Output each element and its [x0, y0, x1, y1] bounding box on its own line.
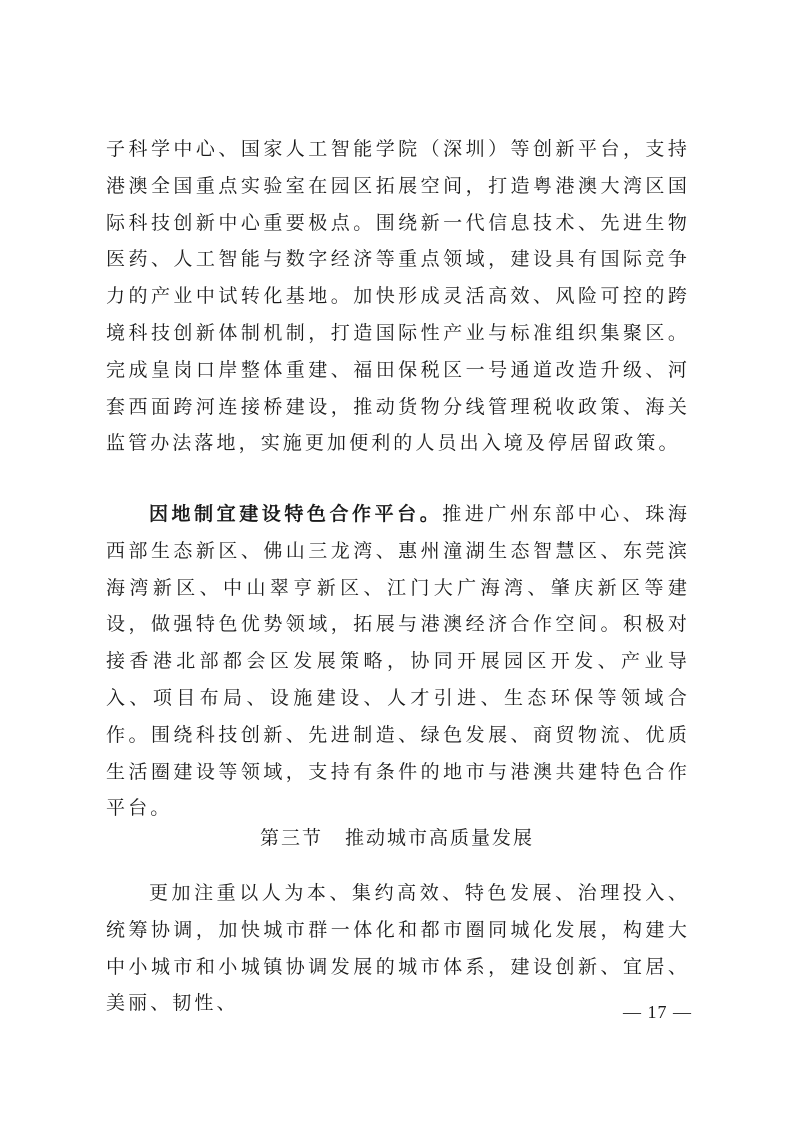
section-title: 推动城市高质量发展	[345, 827, 535, 849]
section-heading	[0, 820, 794, 856]
paragraph-urban-development: 更加注重以人为本、集约高效、特色发展、治理投入、统筹协调，加快城市群一体化和都市圈同城化发展，构建大中小城市和小城镇协调发展的城市体系，建设创新、宜居、美丽、韧性、	[106, 882, 690, 1015]
paragraph-body: 推进广州东部中心、珠海西部生态新区、佛山三龙湾、惠州潼湖生态智慧区、东莞滨海湾新区、中山翠亨新区、江门大广海湾、肇庆新区等建设，做强特色优势领域，拓展与港澳经济合作空间。积极对接香港北部都会区发展策略，协同开展园区开发、产业导入、项目布局、设施建设、人才引进、生态环保等领域合作。围绕科技创新、先进制造、绿色发展、商贸物流、优质生活圈建设等领域，支持有条件的地市与港澳共建特色合作平台。	[106, 503, 690, 820]
paragraph-continued: 子科学中心、国家人工智能学院（深圳）等创新平台，支持港澳全国重点实验室在园区拓展空间，打造粤港澳大湾区国际科技创新中心重要极点。围绕新一代信息技术、先进生物医药、人工智能与数字经济等重点领域，建设具有国际竞争力的产业中试转化基地。加快形成灵活高效、风险可控的跨境科技创新体制机制，打造国际性产业与标准组织集聚区。完成皇岗口岸整体重建、福田保税区一号通道改造升级、河套西面跨河连接桥建设，推动货物分线管理税收政策、海关监管办法落地，实施更加便利的人员出入境及停居留政策。	[106, 138, 690, 455]
paragraph-lead-heading: 因地制宜建设特色合作平台。	[149, 503, 443, 525]
page-number: — 17 —	[623, 1002, 692, 1022]
section-number: 第三节	[259, 827, 323, 849]
paragraph-special-platforms	[106, 496, 690, 827]
